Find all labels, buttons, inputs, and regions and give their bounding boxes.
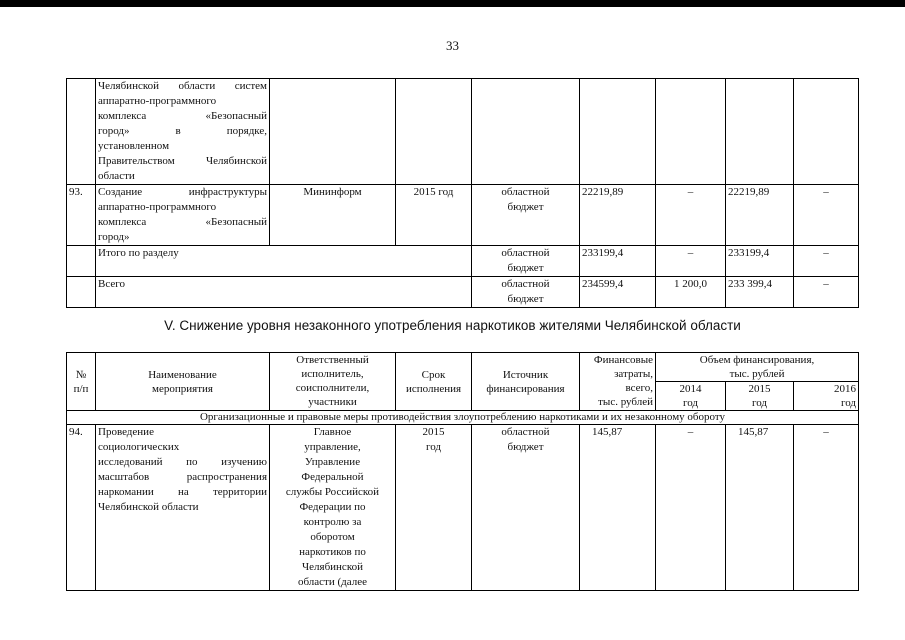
total-cell: 22219,89	[580, 185, 656, 246]
header-name: Наименование мероприятия	[96, 353, 270, 411]
grand-total-row	[67, 277, 859, 308]
header-2014: 2014 год	[656, 382, 726, 411]
scan-top-edge	[0, 0, 905, 7]
y2015-cell: 233 399,4	[726, 277, 794, 308]
subsection-title: Организационные и правовые меры противодействия злоупотреблению наркотиками и их незаконному обороту	[67, 411, 859, 425]
text-line: город»	[98, 231, 130, 243]
executor-cell: Мининформ	[270, 185, 396, 246]
table-continuation	[66, 78, 859, 308]
text-line: Челябинской области	[98, 501, 199, 513]
executor-cell: Главное управление, Управление Федеральной службы Российской Федерации по контролю за оборотом наркотиков по Челябинской области (далее	[270, 425, 396, 591]
text-line: установленном	[98, 140, 170, 152]
num-cell: 93.	[67, 185, 96, 246]
text-line: Челябинской области систем	[98, 80, 267, 92]
text-line: области	[98, 170, 135, 182]
source-cell: областной бюджет	[472, 185, 580, 246]
total-cell: 233199,4	[580, 246, 656, 277]
header-executor: Ответственный исполнитель, соисполнители, участники	[270, 353, 396, 411]
header-row	[67, 353, 859, 382]
text-line: город» в порядке,	[98, 125, 267, 137]
y2014-cell: –	[656, 425, 726, 591]
subsection-row	[67, 411, 859, 425]
table-row	[67, 79, 859, 185]
num-cell	[67, 79, 96, 185]
y2015-cell: 22219,89	[726, 185, 794, 246]
text-line: Правительством Челябинской	[98, 155, 267, 167]
name-cell	[96, 185, 270, 246]
header-cost: Финансовые затраты, всего, тыс. рублей	[580, 353, 656, 411]
subtotal-label: Итого по разделу	[96, 246, 472, 277]
header-period: Срок исполнения	[396, 353, 472, 411]
source-cell: областной бюджет	[472, 277, 580, 308]
period-cell: 2015 год	[396, 185, 472, 246]
text-line: масштабов распространения	[98, 471, 267, 483]
y2014-cell: –	[656, 185, 726, 246]
table-row	[67, 185, 859, 246]
grand-total-label: Всего	[96, 277, 472, 308]
text-line: исследований по изучению	[98, 456, 267, 468]
y2014-cell: 1 200,0	[656, 277, 726, 308]
header-num: № п/п	[67, 353, 96, 411]
y2015-cell: 233199,4	[726, 246, 794, 277]
name-cell	[96, 425, 270, 591]
text-line: Создание инфраструктуры	[98, 186, 267, 198]
total-cell: 234599,4	[580, 277, 656, 308]
text-line: комплекса «Безопасный	[98, 110, 267, 122]
y2016-cell: –	[794, 185, 859, 246]
y2014-cell: –	[656, 246, 726, 277]
period-cell: 2015 год	[396, 425, 472, 591]
y2015-cell: 145,87	[726, 425, 794, 591]
header-2015: 2015 год	[726, 382, 794, 411]
header-2016: 2016 год	[794, 382, 859, 411]
table-section-5	[66, 352, 859, 591]
y2016-cell: –	[794, 246, 859, 277]
text-line: Проведение	[98, 426, 154, 438]
page-number: 33	[446, 38, 459, 53]
text-line: социологических	[98, 441, 180, 453]
header-source: Источник финансирования	[472, 353, 580, 411]
text-line: комплекса «Безопасный	[98, 216, 267, 228]
section-title: V. Снижение уровня незаконного употребления наркотиков жителями Челябинской области	[164, 318, 741, 333]
y2016-cell: –	[794, 425, 859, 591]
table-row	[67, 425, 859, 591]
name-cell	[96, 79, 270, 185]
text-line: аппаратно-программного	[98, 201, 217, 213]
subtotal-row	[67, 246, 859, 277]
header-volume: Объем финансирования, тыс. рублей	[656, 353, 859, 382]
source-cell: областной бюджет	[472, 246, 580, 277]
y2016-cell: –	[794, 277, 859, 308]
num-cell: 94.	[67, 425, 96, 591]
total-cell: 145,87	[580, 425, 656, 591]
source-cell: областной бюджет	[472, 425, 580, 591]
text-line: наркомании на территории	[98, 486, 267, 498]
text-line: аппаратно-программного	[98, 95, 217, 107]
